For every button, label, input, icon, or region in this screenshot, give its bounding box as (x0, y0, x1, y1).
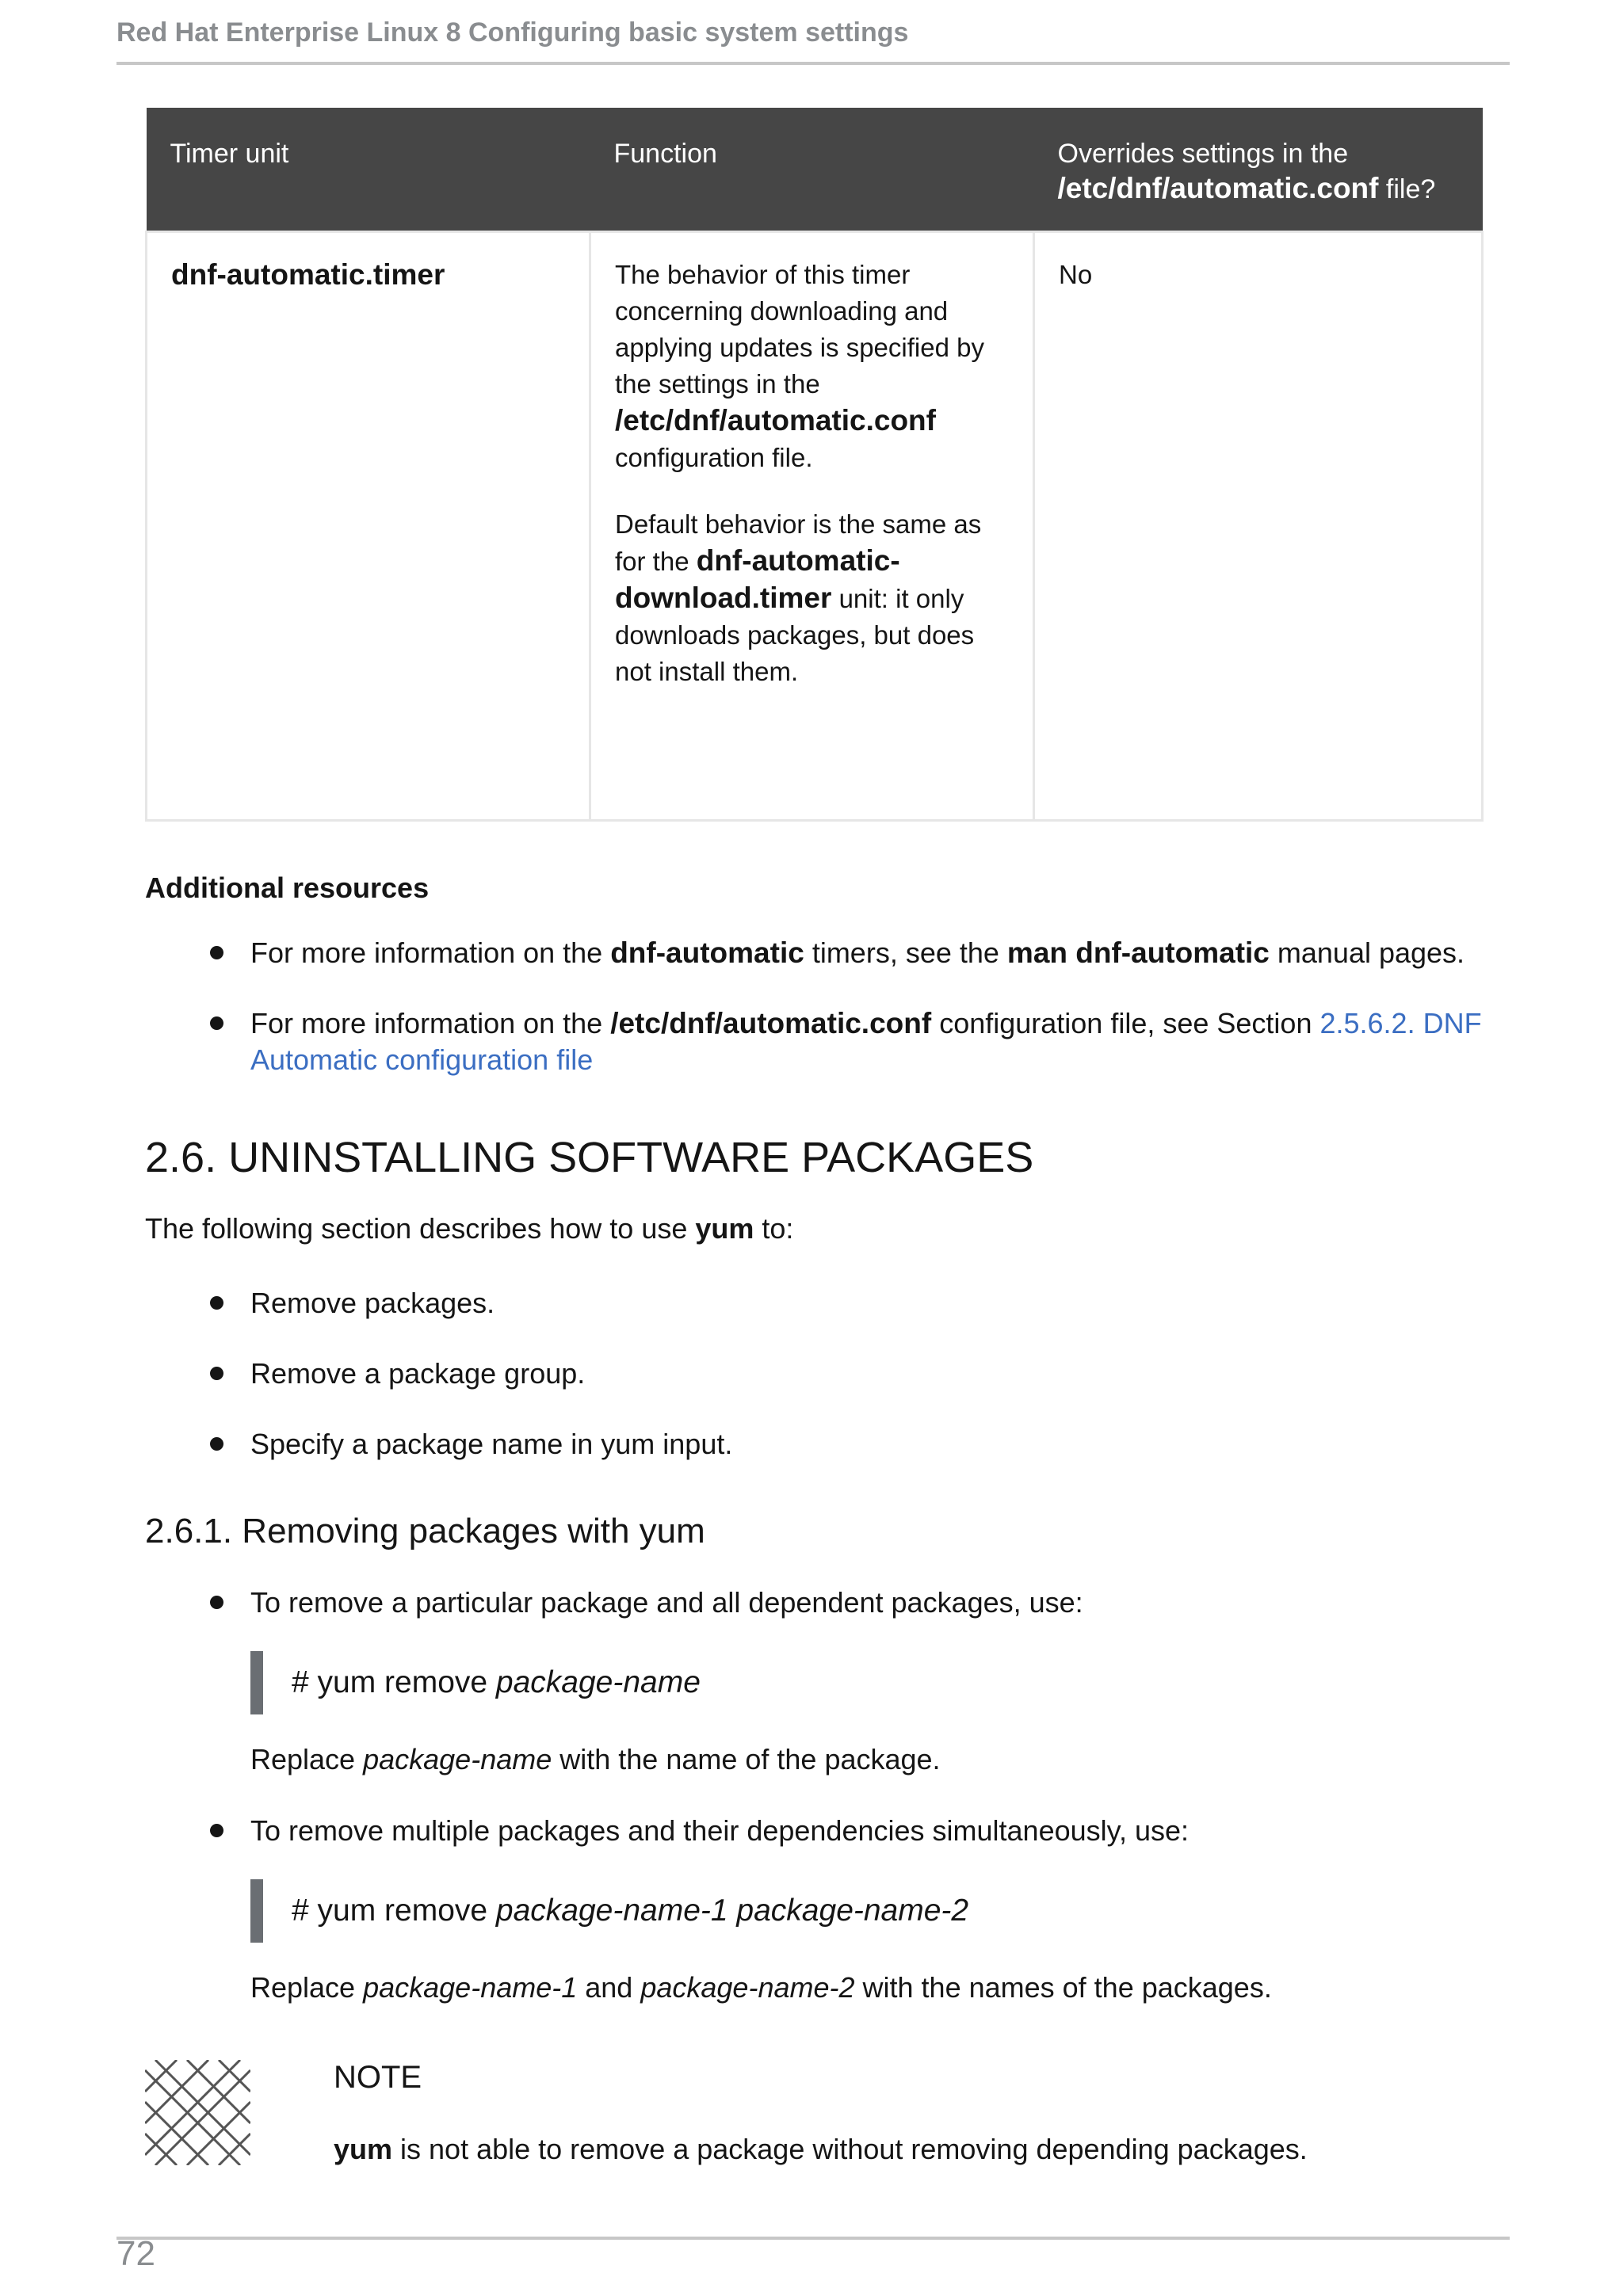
step-2-text: To remove multiple packages and their dependencies simultaneously, use: (250, 1814, 1190, 1847)
intro-text: The following section describes how to use (145, 1212, 696, 1245)
table-row (147, 232, 1483, 821)
step-1-list (145, 1585, 1492, 1655)
function-paragraph-2 (615, 506, 1009, 690)
list-item (145, 1426, 1492, 1463)
replace-2-arg-1: package-name-1 (363, 1971, 578, 2004)
step-2-list (145, 1813, 1492, 1883)
replace-2-suffix: with the names of the packages. (854, 1971, 1272, 2004)
resource-1-text: For more information on the (250, 936, 611, 969)
list-item (145, 1585, 1492, 1621)
additional-resources-heading: Additional resources (145, 871, 430, 904)
step-1-text: To remove a particular package and all dependent packages, use: (250, 1586, 1083, 1619)
function-cell (590, 232, 1034, 821)
overrides-header-suffix: file? (1378, 174, 1436, 204)
section-bullet-list (145, 1285, 1492, 1497)
intro-code: yum (695, 1212, 754, 1245)
replace-1-paragraph (250, 1743, 941, 1776)
overrides-header-text: Overrides settings in the (1057, 139, 1349, 169)
resource-2-mid: configuration file, see Section (931, 1007, 1320, 1039)
bullet-icon (210, 1437, 223, 1451)
code-1-argument: package-name (495, 1665, 701, 1699)
function-p1-path: /etc/dnf/automatic.conf (615, 404, 936, 437)
bullet-icon (210, 1296, 223, 1310)
replace-1-text: Replace (250, 1743, 364, 1775)
function-paragraph-1 (615, 257, 1009, 476)
intro-suffix: to: (754, 1212, 794, 1245)
code-block-remove-multiple (250, 1879, 968, 1943)
resource-2-text: For more information on the (250, 1007, 611, 1039)
resource-2-path: /etc/dnf/automatic.conf (610, 1007, 932, 1039)
overrides-cell: No (1034, 232, 1483, 821)
note-code: yum (334, 2133, 393, 2165)
bullet-icon (210, 1824, 223, 1837)
timer-unit-cell (147, 232, 590, 821)
list-item (145, 1356, 1492, 1392)
bullet-text: Remove packages. (250, 1287, 495, 1319)
section-link[interactable]: 2.5.6.2. DNF Automatic configuration file (250, 1007, 1482, 1076)
list-item (145, 935, 1492, 971)
function-p2-text: Default behavior is the same as for the (615, 509, 982, 576)
code-1-command: # yum remove (292, 1665, 496, 1699)
resource-1-mid: timers, see the (804, 936, 1007, 969)
table-header-timer-unit: Timer unit (147, 108, 590, 232)
function-p1-suffix: configuration file. (615, 443, 813, 472)
replace-1-arg: package-name (363, 1743, 552, 1775)
bullet-icon (210, 1016, 223, 1030)
overrides-header-path: /etc/dnf/automatic.conf (1057, 172, 1379, 204)
table-header-overrides (1034, 108, 1483, 232)
replace-1-suffix: with the name of the package. (552, 1743, 941, 1775)
additional-resources-list (145, 935, 1492, 1112)
table-header-function: Function (590, 108, 1034, 232)
page-number: 72 (116, 2234, 155, 2273)
table-header-row (147, 108, 1483, 232)
function-p2-suffix: unit: it only downloads packages, but does not install them. (615, 584, 975, 686)
note-text: is not able to remove a package without removing depending packages. (392, 2133, 1308, 2165)
subsection-title: 2.6.1. Removing packages with yum (145, 1512, 705, 1550)
section-title: 2.6. UNINSTALLING SOFTWARE PACKAGES (145, 1134, 1034, 1181)
list-item (145, 1285, 1492, 1322)
footer-rule (116, 2237, 1510, 2240)
timer-table (145, 108, 1484, 822)
note-label: NOTE (334, 2060, 422, 2095)
section-intro (145, 1212, 793, 1245)
bullet-text: Remove a package group. (250, 1357, 586, 1390)
replace-2-mid: and (577, 1971, 641, 2004)
resource-1-suffix: manual pages. (1269, 936, 1465, 969)
bullet-icon (210, 1367, 223, 1380)
code-2-command: # yum remove (292, 1894, 496, 1928)
replace-2-paragraph (250, 1971, 1272, 2004)
function-p2-unit: dnf-automatic-download.timer (615, 544, 900, 614)
resource-1-code: dnf-automatic (610, 936, 804, 969)
bullet-icon (210, 946, 223, 959)
replace-2-arg-2: package-name-2 (640, 1971, 855, 2004)
code-2-argument: package-name-1 package-name-2 (495, 1894, 969, 1928)
list-item (145, 1813, 1492, 1849)
timer-unit-name: dnf-automatic.timer (171, 258, 445, 291)
code-block-remove-single (250, 1651, 701, 1714)
replace-2-text: Replace (250, 1971, 364, 2004)
note-body (334, 2133, 1308, 2166)
header-rule (116, 62, 1510, 65)
bullet-icon (210, 1596, 223, 1609)
list-item (145, 1005, 1492, 1078)
running-header: Red Hat Enterprise Linux 8 Configuring basic system settings (116, 17, 909, 48)
resource-1-man-command: man dnf-automatic (1006, 936, 1270, 969)
bullet-text: Specify a package name in yum input. (250, 1428, 733, 1460)
note-icon (145, 2060, 250, 2165)
function-p1-text: The behavior of this timer concerning downloading and applying updates is specified by the settings in the (615, 260, 984, 399)
